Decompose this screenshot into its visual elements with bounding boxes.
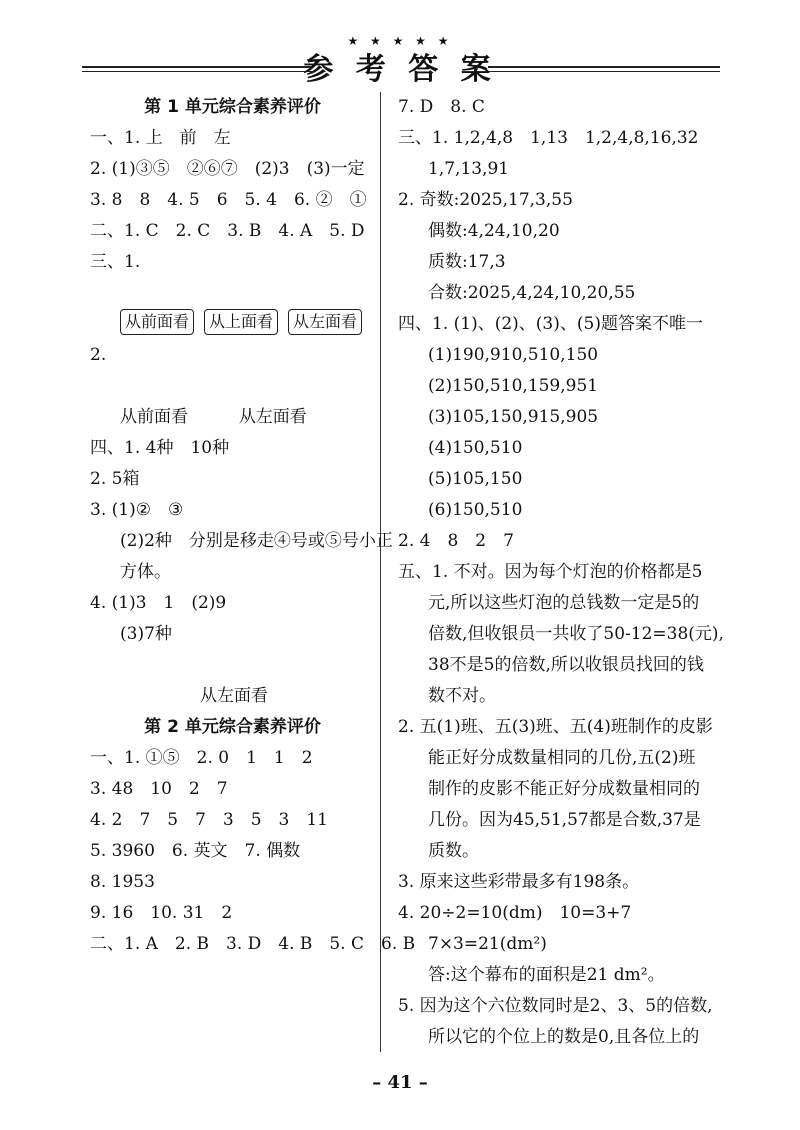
view-label-box: 从上面看 — [204, 309, 278, 335]
view-label-box: 从前面看 — [120, 309, 194, 335]
answer-line: 2. — [90, 345, 107, 365]
answer-line: 7×3=21(dm²) — [428, 934, 547, 954]
page-title: 参 考 答 案 — [303, 52, 497, 87]
column-divider — [380, 92, 381, 1052]
answer-line: 一、1. ①⑤ 2. 0 1 1 2 — [90, 748, 313, 768]
figure-space — [90, 278, 375, 309]
answer-line: 3. 48 10 2 7 — [90, 779, 228, 799]
figure-space — [90, 371, 375, 402]
answer-line: 8. 1953 — [90, 872, 155, 892]
answer-line: 38不是5的倍数,所以收银员找回的钱 — [428, 655, 704, 675]
answer-line: (2)2种 分别是移走④号或⑤号小正 — [120, 531, 393, 551]
answer-line: 能正好分成数量相同的几份,五(2)班 — [428, 748, 696, 768]
grid-label: 从左面看 — [238, 407, 307, 427]
answer-line: 4. 2 7 5 7 3 5 3 11 — [90, 810, 328, 830]
answer-line: 3. (1)② ③ — [90, 500, 184, 520]
unit1-title: 第 1 单元综合素养评价 — [144, 97, 321, 117]
answer-line: 二、1. A 2. B 3. D 4. B 5. C 6. B — [90, 934, 416, 954]
answer-line: 2. 5箱 — [90, 469, 140, 489]
answer-line: 五、1. 不对。因为每个灯泡的价格都是5 — [398, 562, 703, 582]
answer-line: 元,所以这些灯泡的总钱数一定是5的 — [428, 593, 700, 613]
answer-line: 2. 奇数:2025,17,3,55 — [398, 190, 573, 210]
answer-line: 几份。因为45,51,57都是合数,37是 — [428, 810, 701, 830]
answer-line: 数不对。 — [428, 686, 496, 706]
answer-line: (4)150,510 — [428, 438, 523, 458]
answer-line: (3)7种 — [120, 624, 172, 644]
answer-line: 4. 20÷2=10(dm) 10=3+7 — [398, 903, 632, 923]
answer-line: 2. 4 8 2 7 — [398, 531, 514, 551]
answer-line: 三、1. — [90, 252, 141, 272]
page-number: – 41 – — [372, 1072, 428, 1093]
answer-line: 合数:2025,4,24,10,20,55 — [428, 283, 636, 303]
view-label-box: 从左面看 — [288, 309, 362, 335]
answer-line: 制作的皮影不能正好分成数量相同的 — [428, 779, 700, 799]
figure-space — [90, 650, 375, 681]
answer-line: 3. 8 8 4. 5 6 5. 4 6. ② ① — [90, 190, 367, 210]
answer-line: 四、1. (1)、(2)、(3)、(5)题答案不唯一 — [398, 314, 703, 334]
answer-line: 三、1. 1,2,4,8 1,13 1,2,4,8,16,32 — [398, 128, 699, 148]
answer-line: (1)190,910,510,150 — [428, 345, 599, 365]
left-column — [90, 92, 416, 960]
answer-line: 9. 16 10. 31 2 — [90, 903, 233, 923]
answer-line: 2. 五(1)班、五(3)班、五(4)班制作的皮影 — [398, 717, 713, 737]
answer-line: (2)150,510,159,951 — [428, 376, 599, 396]
unit2-title: 第 2 单元综合素养评价 — [144, 717, 321, 737]
answer-line: 2. (1)③⑤ ②⑥⑦ (2)3 (3)一定 — [90, 159, 365, 179]
answer-line: 倍数,但收银员一共收了50-12=38(元), — [428, 624, 724, 644]
answer-line: (6)150,510 — [428, 500, 523, 520]
figure-caption: 从左面看 — [200, 686, 268, 706]
answer-line: 5. 因为这个六位数同时是2、3、5的倍数, — [398, 996, 713, 1016]
answer-line: 4. (1)3 1 (2)9 — [90, 593, 227, 613]
title-rule-right — [488, 66, 720, 72]
answer-line: 质数。 — [428, 841, 479, 861]
answer-line: (3)105,150,915,905 — [428, 407, 599, 427]
answer-line: 四、1. 4种 10种 — [90, 438, 230, 458]
answer-line: 二、1. C 2. C 3. B 4. A 5. D — [90, 221, 365, 241]
answer-line: 5. 3960 6. 英文 7. 偶数 — [90, 841, 301, 861]
answer-line: (5)105,150 — [428, 469, 523, 489]
right-column — [398, 92, 724, 1053]
answer-line: 方体。 — [120, 562, 171, 582]
page-header — [0, 0, 800, 95]
answer-line: 3. 原来这些彩带最多有198条。 — [398, 872, 640, 892]
grid-labels — [90, 402, 375, 433]
answer-line: 7. D 8. C — [398, 97, 485, 117]
header-stars: ★ ★ ★ ★ ★ — [347, 34, 453, 48]
answer-line: 1,7,13,91 — [428, 159, 510, 179]
grid-label: 从前面看 — [120, 407, 188, 427]
answer-line: 偶数:4,24,10,20 — [428, 221, 560, 241]
answer-line: 一、1. 上 前 左 — [90, 128, 231, 148]
answer-line: 所以它的个位上的数是0,且各位上的 — [428, 1027, 700, 1047]
answer-line: 质数:17,3 — [428, 252, 506, 272]
view-labels — [90, 309, 375, 340]
answer-line: 答:这个幕布的面积是21 dm²。 — [428, 965, 665, 985]
